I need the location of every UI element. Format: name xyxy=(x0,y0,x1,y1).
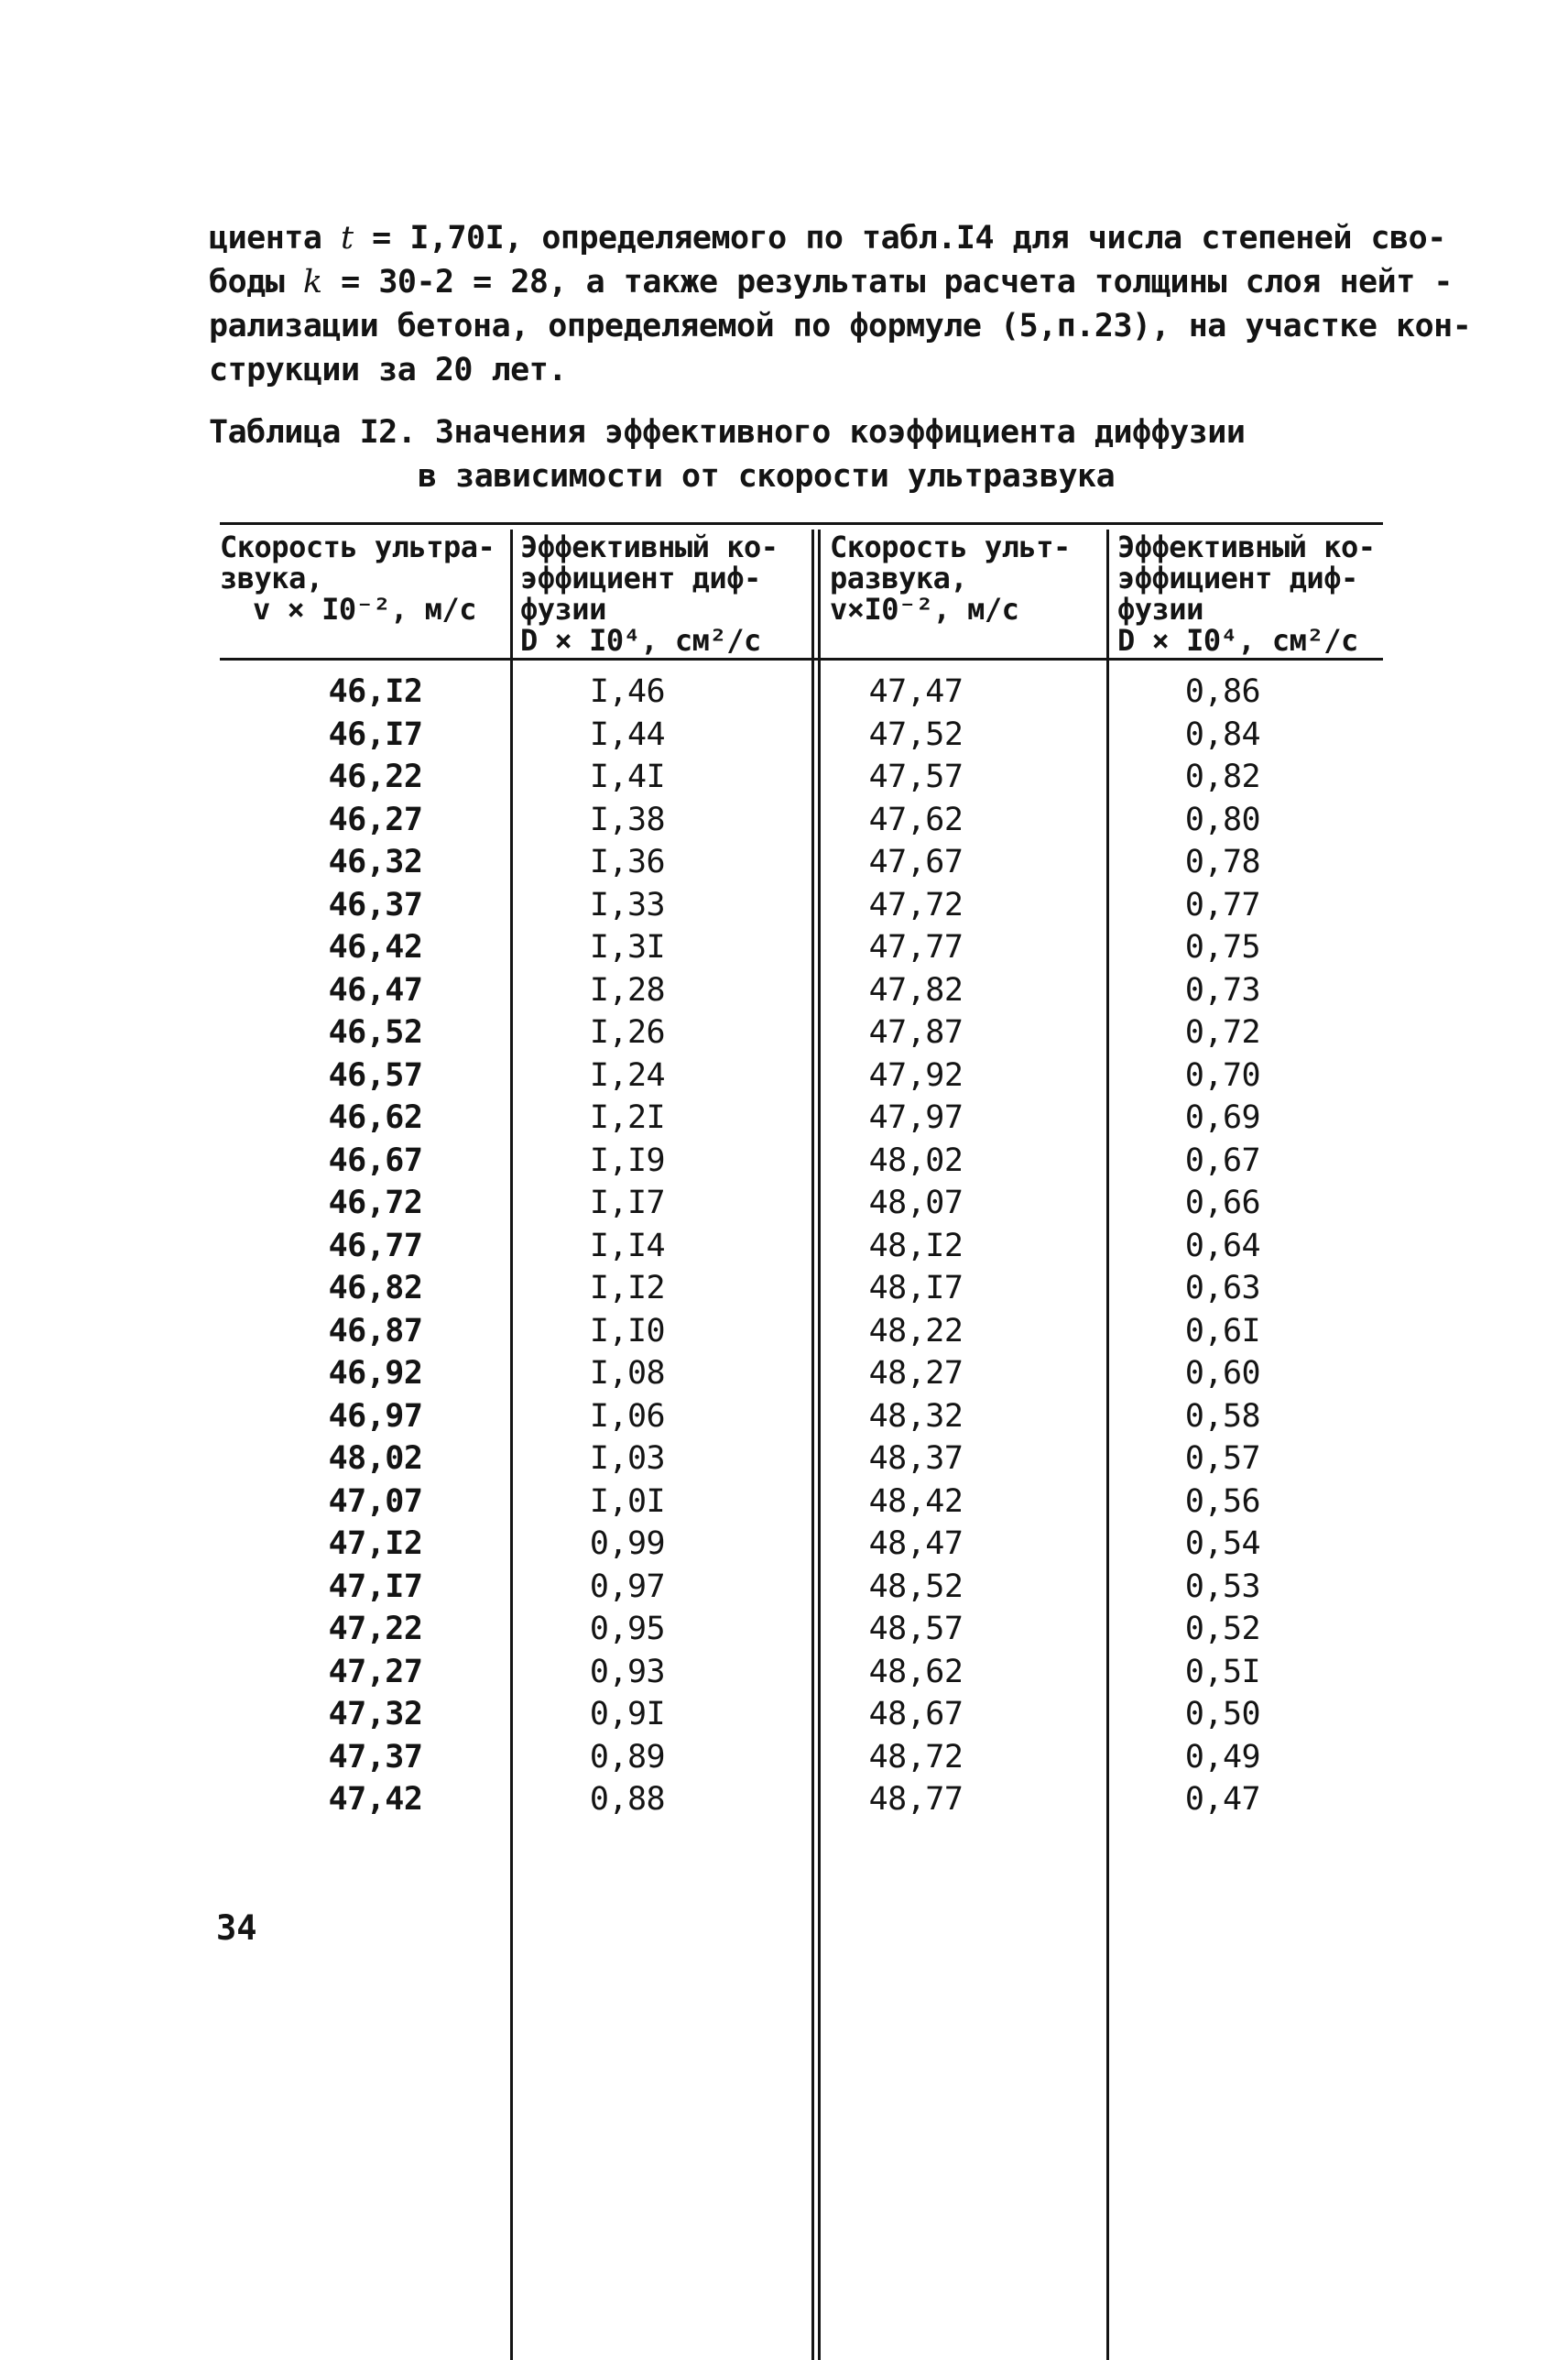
coef-cell: I,0I xyxy=(589,1482,666,1520)
speed-cell: 48,57 xyxy=(868,1611,964,1647)
coef-cell: 0,70 xyxy=(1184,1056,1261,1094)
coef-cell: 0,58 xyxy=(1184,1397,1261,1435)
coef-cell: I,46 xyxy=(589,673,666,710)
speed-cell: 47,82 xyxy=(868,971,964,1009)
coef-cell: I,44 xyxy=(589,716,666,753)
k-symbol: k xyxy=(302,264,322,300)
coef-cell: I,I0 xyxy=(589,1312,666,1349)
table-row xyxy=(220,1778,1383,1821)
speed-cell: 48,I7 xyxy=(868,1270,964,1306)
speed-cell: 46,27 xyxy=(328,801,423,838)
table-row xyxy=(220,1182,1383,1225)
coef-cell: 0,64 xyxy=(1184,1227,1261,1264)
coef-cell: 0,69 xyxy=(1184,1099,1261,1136)
table-row xyxy=(220,1011,1383,1054)
caption-line-1: Таблица I2. Значения эффективного коэффициента диффузии xyxy=(209,414,1246,451)
speed-cell: 47,07 xyxy=(328,1482,423,1520)
speed-cell: 47,57 xyxy=(868,759,964,795)
table-row xyxy=(220,1437,1383,1480)
table-row xyxy=(220,714,1383,757)
speed-cell: 48,52 xyxy=(868,1568,964,1605)
speed-cell: 47,92 xyxy=(868,1056,964,1094)
coef-cell: 0,86 xyxy=(1184,673,1261,710)
speed-cell: 47,32 xyxy=(328,1696,423,1732)
header-speed-1: Скорость ультра- звука, v × I0⁻², м/с xyxy=(220,530,495,627)
table-row xyxy=(220,1225,1383,1268)
table-row xyxy=(220,1140,1383,1183)
table-row xyxy=(220,671,1383,714)
coef-cell: 0,93 xyxy=(589,1653,666,1690)
coef-cell: I,28 xyxy=(589,971,666,1009)
coef-cell: 0,75 xyxy=(1184,929,1261,966)
speed-cell: 48,72 xyxy=(868,1738,964,1775)
table-row xyxy=(220,799,1383,842)
coef-cell: I,I2 xyxy=(589,1270,666,1306)
coef-cell: 0,84 xyxy=(1184,716,1261,753)
speed-cell: 48,32 xyxy=(868,1397,964,1435)
speed-cell: 46,47 xyxy=(328,971,423,1009)
table-row xyxy=(220,1097,1383,1140)
coef-cell: 0,57 xyxy=(1184,1440,1261,1477)
speed-cell: 48,62 xyxy=(868,1653,964,1690)
coef-cell: 0,72 xyxy=(1184,1014,1261,1051)
speed-cell: 47,97 xyxy=(868,1099,964,1136)
intro-line-3: рализации бетона, определяемой по формуле (5,п.23), на участке кон- xyxy=(209,308,1472,344)
table-row xyxy=(220,1395,1383,1438)
caption-line-2: в зависимости от скорости ультразвука xyxy=(418,458,1116,495)
speed-cell: 48,07 xyxy=(868,1185,964,1221)
speed-cell: 47,77 xyxy=(868,929,964,966)
coef-cell: 0,6I xyxy=(1184,1312,1261,1349)
table-top-rule xyxy=(220,522,1383,525)
speed-cell: 47,27 xyxy=(328,1653,423,1690)
intro-line-4: струкции за 20 лет. xyxy=(209,352,567,388)
coef-cell: 0,78 xyxy=(1184,844,1261,880)
speed-cell: 46,I7 xyxy=(328,716,423,753)
speed-cell: 46,67 xyxy=(328,1142,423,1179)
coef-cell: I,I9 xyxy=(589,1142,666,1179)
table-row xyxy=(220,756,1383,799)
speed-cell: 47,42 xyxy=(328,1781,423,1818)
header-speed-2: Скорость ульт- развука, v×I0⁻², м/с xyxy=(830,530,1071,627)
speed-cell: 48,22 xyxy=(868,1312,964,1349)
table-row xyxy=(220,1480,1383,1524)
header-coef-1: Эффективный ко- эффициент диф- фузии D × I0⁴, см²/с xyxy=(520,530,779,658)
speed-cell: 47,I2 xyxy=(328,1525,423,1562)
coef-cell: I,08 xyxy=(589,1355,666,1392)
header-coef-2: Эффективный ко- эффициент диф- фузии D × I0⁴, см²/с xyxy=(1117,530,1376,658)
table-row xyxy=(220,1310,1383,1353)
intro-paragraph xyxy=(209,216,1472,392)
coef-cell: I,38 xyxy=(589,801,666,838)
t-symbol: t xyxy=(341,220,354,257)
speed-cell: 46,I2 xyxy=(328,673,423,710)
coef-cell: 0,52 xyxy=(1184,1611,1261,1647)
speed-cell: 46,22 xyxy=(328,759,423,795)
coef-cell: 0,9I xyxy=(589,1696,666,1732)
coef-cell: I,2I xyxy=(589,1099,666,1136)
speed-cell: 46,77 xyxy=(328,1227,423,1264)
page-number: 34 xyxy=(216,1908,257,1948)
speed-cell: 47,47 xyxy=(868,673,964,710)
coef-cell: I,36 xyxy=(589,844,666,880)
coef-cell: 0,66 xyxy=(1184,1185,1261,1221)
coef-cell: 0,5I xyxy=(1184,1653,1261,1690)
speed-cell: 48,77 xyxy=(868,1781,964,1818)
table-row xyxy=(220,1523,1383,1566)
table-row xyxy=(220,1352,1383,1395)
speed-cell: 46,97 xyxy=(328,1397,423,1435)
speed-cell: 47,22 xyxy=(328,1611,423,1647)
speed-cell: 47,62 xyxy=(868,801,964,838)
speed-cell: 48,27 xyxy=(868,1355,964,1392)
coef-cell: 0,47 xyxy=(1184,1781,1261,1818)
coef-cell: 0,97 xyxy=(589,1568,666,1605)
coef-cell: 0,50 xyxy=(1184,1696,1261,1732)
speed-cell: 47,I7 xyxy=(328,1568,423,1605)
speed-cell: 48,I2 xyxy=(868,1227,964,1264)
table-row xyxy=(220,1267,1383,1310)
coef-cell: 0,54 xyxy=(1184,1525,1261,1562)
coef-cell: 0,82 xyxy=(1184,759,1261,795)
table-row xyxy=(220,1651,1383,1694)
speed-cell: 47,67 xyxy=(868,844,964,880)
speed-cell: 48,67 xyxy=(868,1696,964,1732)
coef-cell: I,4I xyxy=(589,759,666,795)
table-row xyxy=(220,926,1383,969)
speed-cell: 48,47 xyxy=(868,1525,964,1562)
coef-cell: 0,89 xyxy=(589,1738,666,1775)
table-row xyxy=(220,969,1383,1012)
speed-cell: 48,42 xyxy=(868,1482,964,1520)
coef-cell: 0,95 xyxy=(589,1611,666,1647)
table-row xyxy=(220,1693,1383,1736)
speed-cell: 47,72 xyxy=(868,886,964,923)
table-row xyxy=(220,884,1383,927)
coef-cell: I,26 xyxy=(589,1014,666,1051)
coef-cell: I,06 xyxy=(589,1397,666,1435)
table-row xyxy=(220,1054,1383,1098)
coef-cell: 0,73 xyxy=(1184,971,1261,1009)
coef-cell: I,03 xyxy=(589,1440,666,1477)
intro-line-2: боды k = 30-2 = 28, а также результаты расчета толщины слоя нейт - xyxy=(209,264,1453,300)
coef-cell: 0,56 xyxy=(1184,1482,1261,1520)
coef-cell: 0,88 xyxy=(589,1781,666,1818)
table-row xyxy=(220,1608,1383,1651)
speed-cell: 46,62 xyxy=(328,1099,423,1136)
coef-cell: I,33 xyxy=(589,886,666,923)
speed-cell: 46,72 xyxy=(328,1185,423,1221)
speed-cell: 46,32 xyxy=(328,844,423,880)
speed-cell: 46,92 xyxy=(328,1355,423,1392)
table-header-rule xyxy=(220,658,1383,661)
coef-cell: 0,67 xyxy=(1184,1142,1261,1179)
coef-cell: 0,49 xyxy=(1184,1738,1261,1775)
speed-cell: 47,37 xyxy=(328,1738,423,1775)
coef-cell: 0,53 xyxy=(1184,1568,1261,1605)
speed-cell: 46,87 xyxy=(328,1312,423,1349)
speed-cell: 47,52 xyxy=(868,716,964,753)
coef-cell: 0,80 xyxy=(1184,801,1261,838)
speed-cell: 47,87 xyxy=(868,1014,964,1051)
speed-cell: 46,42 xyxy=(328,929,423,966)
table-row xyxy=(220,841,1383,884)
speed-cell: 46,52 xyxy=(328,1014,423,1051)
speed-cell: 48,37 xyxy=(868,1440,964,1477)
coef-cell: I,3I xyxy=(589,929,666,966)
intro-line-1: циента t = I,70I, определяемого по табл.I4 для числа степеней сво- xyxy=(209,220,1446,257)
speed-cell: 48,02 xyxy=(868,1142,964,1179)
table-caption xyxy=(209,410,1245,498)
coef-cell: 0,77 xyxy=(1184,886,1261,923)
speed-cell: 46,37 xyxy=(328,886,423,923)
speed-cell: 48,02 xyxy=(328,1440,423,1477)
speed-cell: 46,82 xyxy=(328,1270,423,1306)
coef-cell: I,I4 xyxy=(589,1227,666,1264)
coef-cell: 0,99 xyxy=(589,1525,666,1562)
coef-cell: I,I7 xyxy=(589,1185,666,1221)
table-row xyxy=(220,1566,1383,1609)
table-row xyxy=(220,1736,1383,1779)
speed-cell: 46,57 xyxy=(328,1056,423,1094)
coef-cell: I,24 xyxy=(589,1056,666,1094)
coef-cell: 0,63 xyxy=(1184,1270,1261,1306)
coef-cell: 0,60 xyxy=(1184,1355,1261,1392)
